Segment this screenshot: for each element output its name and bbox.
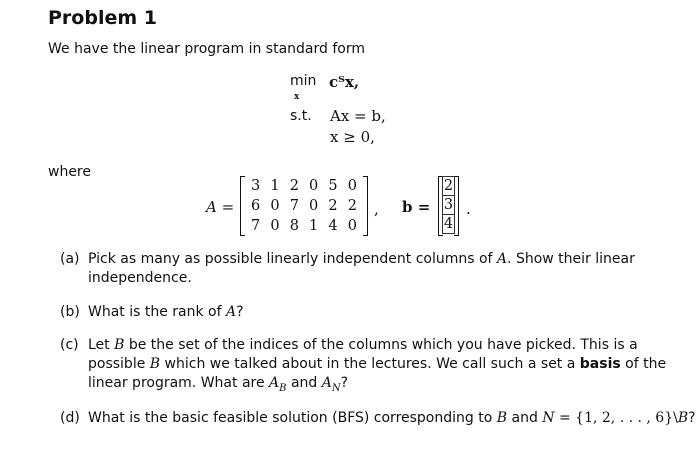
- matrix-cell: 0: [347, 178, 357, 194]
- matrix-cell: 5: [328, 178, 338, 194]
- part-label: (a): [60, 251, 80, 267]
- matrix-a-right-bracket: [363, 176, 368, 236]
- matrix-cell: 7: [289, 198, 299, 214]
- matrix-separator-comma: ,: [374, 200, 379, 218]
- matrix-cell: 2: [347, 198, 357, 214]
- vector-cell: 2: [443, 178, 454, 194]
- matrix-a-row: [246, 196, 362, 216]
- part-label: (c): [60, 337, 79, 353]
- matrix-cell: 2: [289, 178, 299, 194]
- vector-cell: 3: [443, 197, 454, 213]
- part-text: Pick as many as possible linearly independent columns of A. Show their linear independence.: [88, 251, 635, 286]
- matrix-cell: 2: [328, 198, 338, 214]
- lp-objective: cᵀx,: [329, 73, 360, 91]
- vector-b-label: b =: [402, 198, 431, 216]
- matrix-a: [240, 176, 368, 236]
- part-label: (d): [60, 410, 80, 426]
- matrix-cell: 7: [251, 218, 261, 234]
- matrix-cell: 0: [309, 178, 319, 194]
- matrix-a-row: [246, 176, 362, 196]
- matrix-a-left-bracket: [240, 176, 245, 236]
- matrix-cell: 3: [251, 178, 261, 194]
- matrix-cell: 1: [270, 178, 280, 194]
- vector-cell: 4: [443, 216, 454, 232]
- matrix-cell: 0: [309, 198, 319, 214]
- matrix-cell: 0: [270, 198, 280, 214]
- part-text: Let B be the set of the indices of the columns which you have picked. This is a possible B which we talked about in the lectures. We call such a set a basis of the linear program. What are $A_B$ and $A_N$?: [88, 337, 667, 394]
- part-label: (b): [60, 304, 80, 320]
- where-label: where: [48, 164, 91, 180]
- matrix-cell: 8: [289, 218, 299, 234]
- part-text: What is the basic feasible solution (BFS) corresponding to B and N = {1, 2, . . . , 6}\B?: [88, 410, 696, 426]
- matrix-cell: 6: [251, 198, 261, 214]
- matrix-cell: 1: [309, 218, 319, 234]
- lp-constraint-nonneg: x ≥ 0,: [330, 128, 375, 146]
- lp-min: min: [290, 73, 317, 89]
- intro-text: We have the linear program in standard form: [48, 41, 365, 57]
- lp-constraint-equality: Ax = b,: [330, 107, 386, 125]
- lp-min-subscript: x: [294, 92, 300, 102]
- lp-subject-to: s.t.: [290, 108, 312, 124]
- part-text: What is the rank of A?: [88, 304, 244, 320]
- vector-period: .: [466, 200, 471, 218]
- matrix-cell: 0: [347, 218, 357, 234]
- matrix-a-label: A =: [206, 198, 235, 216]
- problem-title: Problem 1: [48, 7, 157, 29]
- matrix-cell: 0: [270, 218, 280, 234]
- vector-b: [438, 176, 459, 236]
- matrix-cell: 4: [328, 218, 338, 234]
- matrix-a-row: [246, 216, 362, 236]
